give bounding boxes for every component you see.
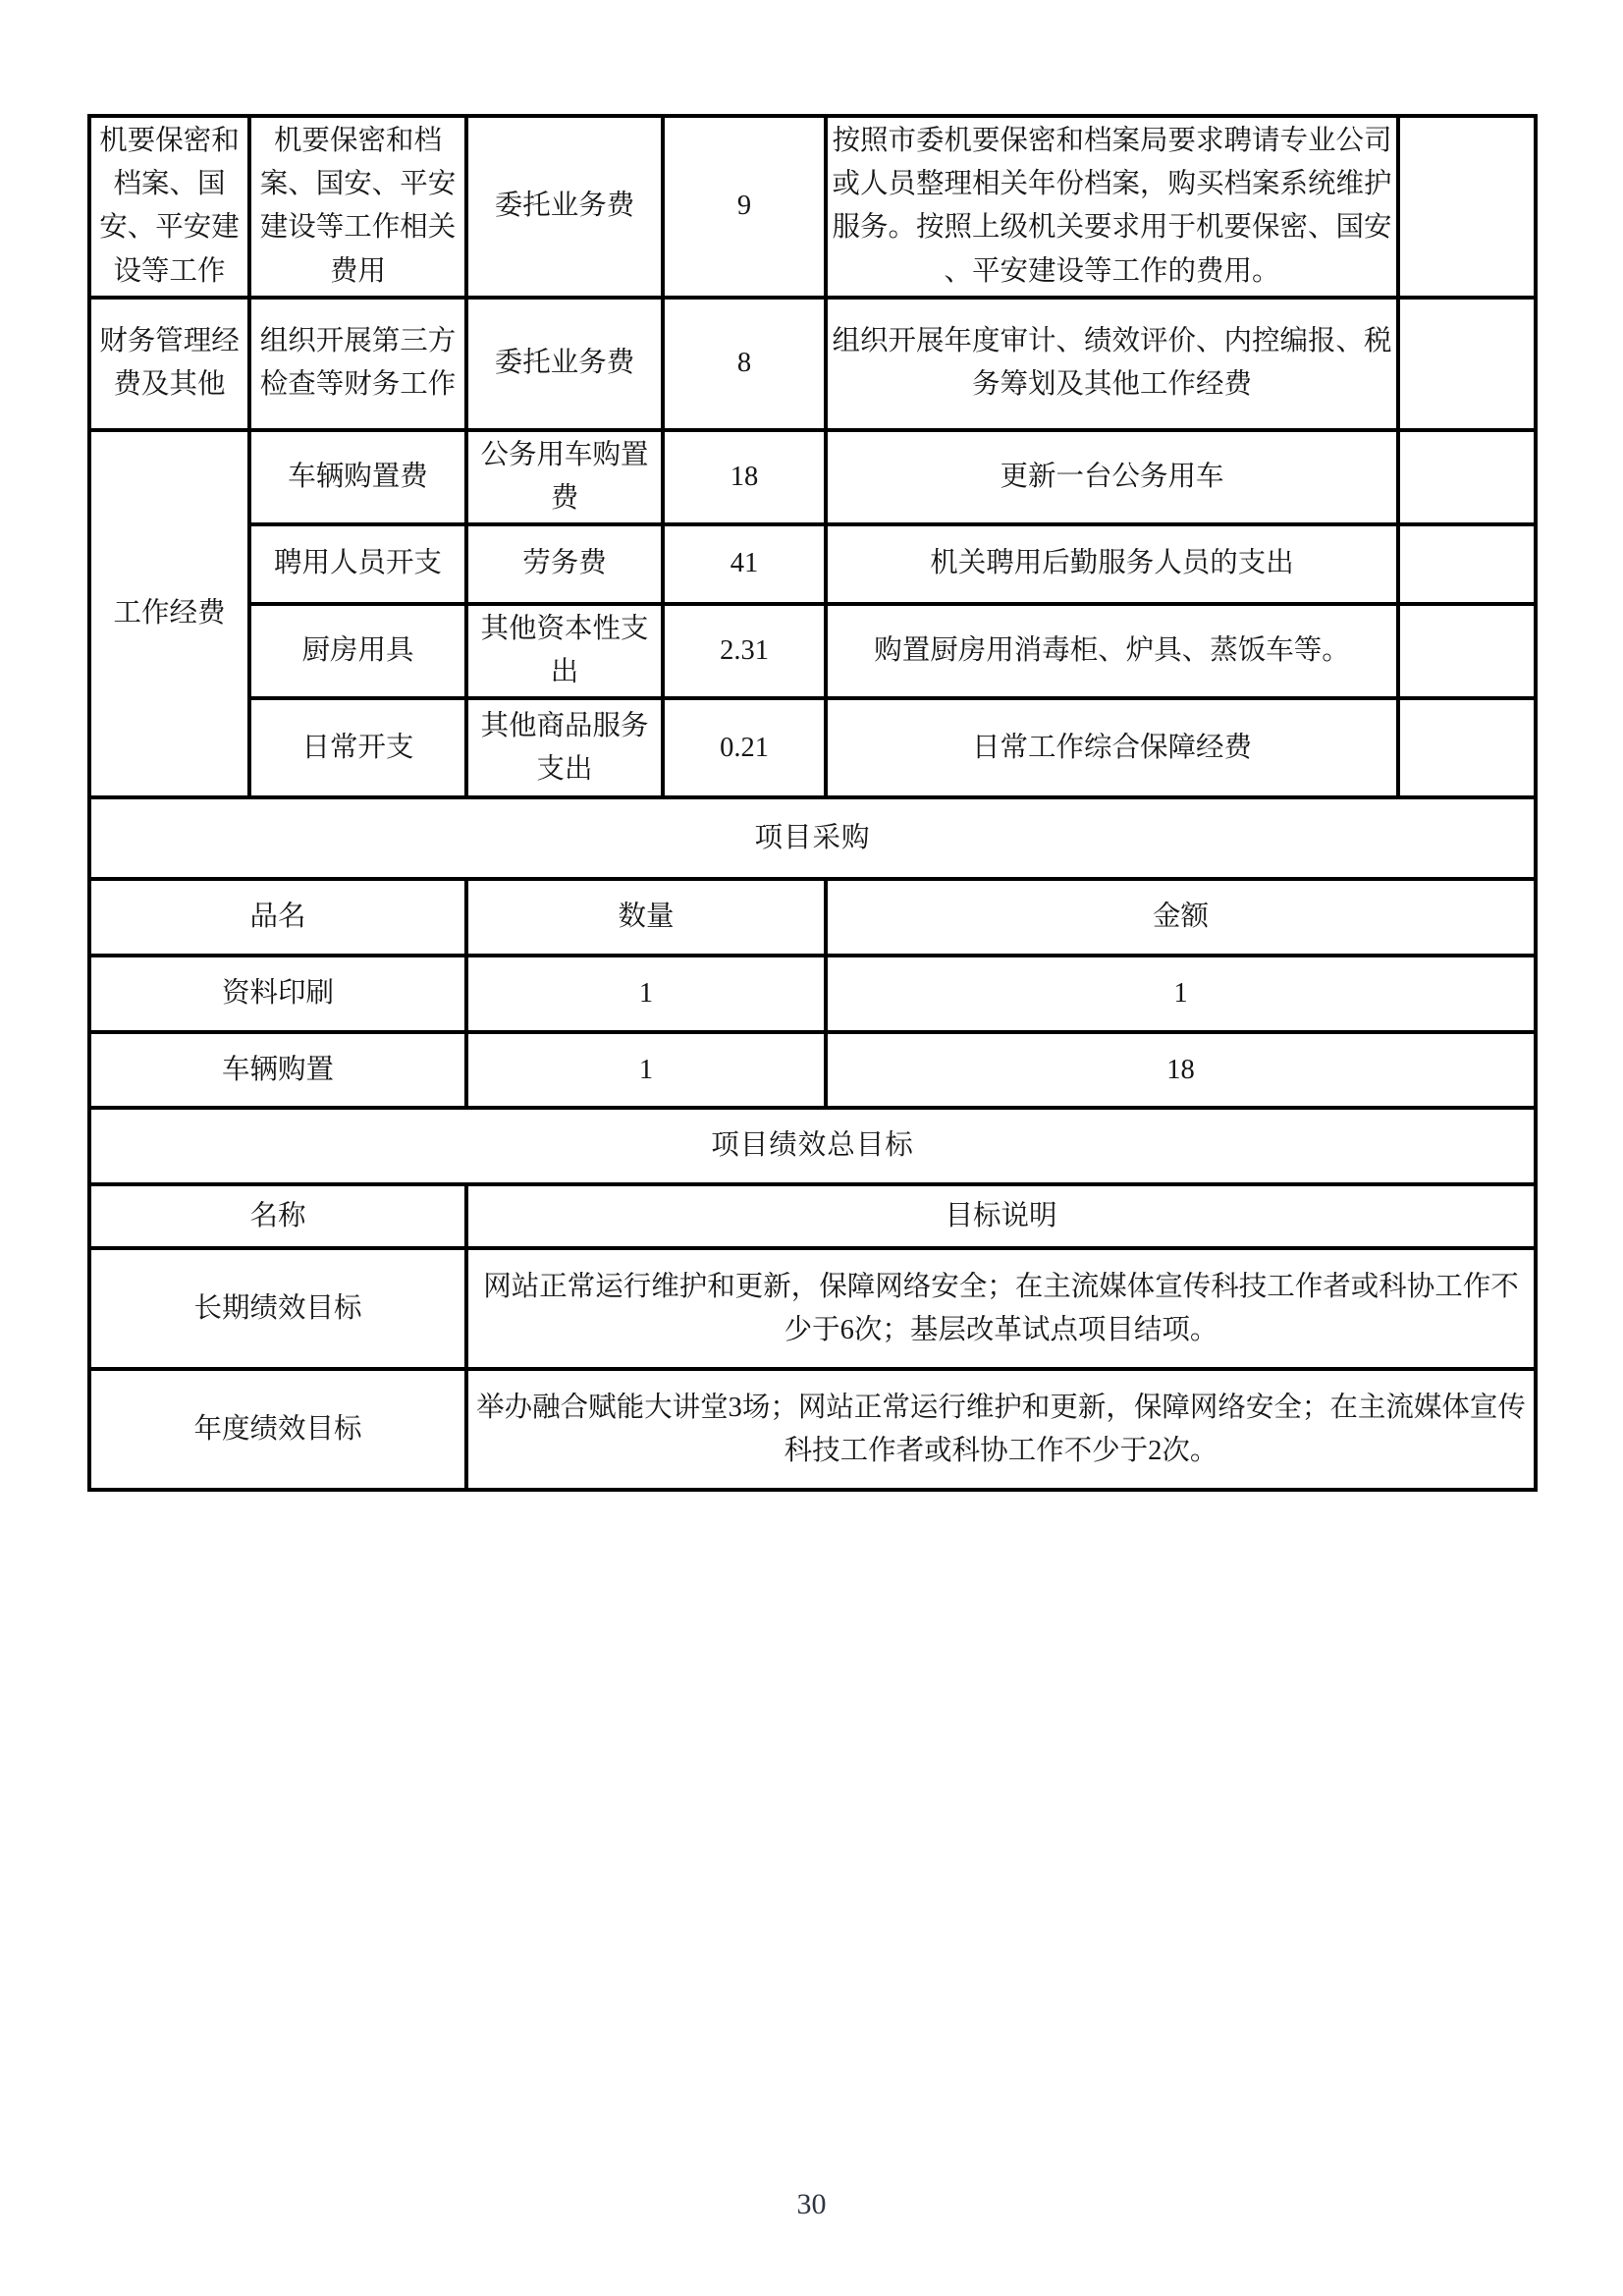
quantity-cell: 1 [466, 1032, 826, 1108]
category-cell: 财务管理经费及其他 [89, 298, 249, 430]
note-cell [1398, 298, 1536, 430]
table-row [89, 797, 1536, 879]
procurement-section-title: 项目采购 [89, 797, 1536, 879]
item-cell: 车辆购置费 [249, 430, 466, 524]
amount-cell: 2.31 [663, 604, 826, 698]
description-cell: 组织开展年度审计、绩效评价、内控编报、税务筹划及其他工作经费 [826, 298, 1398, 430]
description-cell: 机关聘用后勤服务人员的支出 [826, 524, 1398, 604]
economic-class-cell: 其他资本性支出 [466, 604, 663, 698]
note-cell [1398, 524, 1536, 604]
description-cell: 按照市委机要保密和档案局要求聘请专业公司或人员整理相关年份档案，购买档案系统维护服务。按照上级机关要求用于机要保密、国安、平安建设等工作的费用。 [826, 116, 1398, 298]
note-cell [1398, 430, 1536, 524]
item-cell: 组织开展第三方检查等财务工作 [249, 298, 466, 430]
item-cell: 聘用人员开支 [249, 524, 466, 604]
table-row [89, 1108, 1536, 1184]
note-cell [1398, 698, 1536, 797]
category-cell-merged: 工作经费 [89, 430, 249, 798]
table-row [89, 524, 1536, 604]
amount-cell: 18 [663, 430, 826, 524]
table-row [89, 698, 1536, 797]
table-row [89, 604, 1536, 698]
column-header-amount: 金额 [826, 879, 1536, 956]
item-cell: 厨房用具 [249, 604, 466, 698]
description-cell: 日常工作综合保障经费 [826, 698, 1398, 797]
item-cell: 日常开支 [249, 698, 466, 797]
table-row [89, 298, 1536, 430]
column-header-goal-name: 名称 [89, 1184, 466, 1248]
table-row [89, 1248, 1536, 1369]
category-cell: 机要保密和档案、国安、平安建设等工作 [89, 116, 249, 298]
economic-class-cell: 委托业务费 [466, 116, 663, 298]
column-header-name: 品名 [89, 879, 466, 956]
note-cell [1398, 116, 1536, 298]
description-cell: 购置厨房用消毒柜、炉具、蒸饭车等。 [826, 604, 1398, 698]
goal-description-cell: 举办融合赋能大讲堂3场；网站正常运行维护和更新，保障网络安全；在主流媒体宣传科技工作者或科协工作不少于2次。 [466, 1369, 1536, 1490]
goal-description-cell: 网站正常运行维护和更新，保障网络安全；在主流媒体宣传科技工作者或科协工作不少于6次；基层改革试点项目结项。 [466, 1248, 1536, 1369]
note-cell [1398, 604, 1536, 698]
goal-name-cell: 长期绩效目标 [89, 1248, 466, 1369]
item-cell: 机要保密和档案、国安、平安建设等工作相关费用 [249, 116, 466, 298]
economic-class-cell: 委托业务费 [466, 298, 663, 430]
economic-class-cell: 劳务费 [466, 524, 663, 604]
amount-cell: 8 [663, 298, 826, 430]
product-name-cell: 资料印刷 [89, 956, 466, 1032]
page-number: 30 [796, 2188, 827, 2220]
economic-class-cell: 公务用车购置费 [466, 430, 663, 524]
description-cell: 更新一台公务用车 [826, 430, 1398, 524]
table-row [89, 1032, 1536, 1108]
amount-cell: 0.21 [663, 698, 826, 797]
table-row [89, 1184, 1536, 1248]
amount-cell: 1 [826, 956, 1536, 1032]
performance-section-title: 项目绩效总目标 [89, 1108, 1536, 1184]
table-row [89, 956, 1536, 1032]
quantity-cell: 1 [466, 956, 826, 1032]
budget-detail-table [87, 114, 1538, 1492]
table-row [89, 430, 1536, 524]
amount-cell: 41 [663, 524, 826, 604]
economic-class-cell: 其他商品服务支出 [466, 698, 663, 797]
table-row [89, 1369, 1536, 1490]
goal-name-cell: 年度绩效目标 [89, 1369, 466, 1490]
product-name-cell: 车辆购置 [89, 1032, 466, 1108]
column-header-goal-description: 目标说明 [466, 1184, 1536, 1248]
column-header-quantity: 数量 [466, 879, 826, 956]
amount-cell: 18 [826, 1032, 1536, 1108]
amount-cell: 9 [663, 116, 826, 298]
table-row [89, 879, 1536, 956]
table-row [89, 116, 1536, 298]
